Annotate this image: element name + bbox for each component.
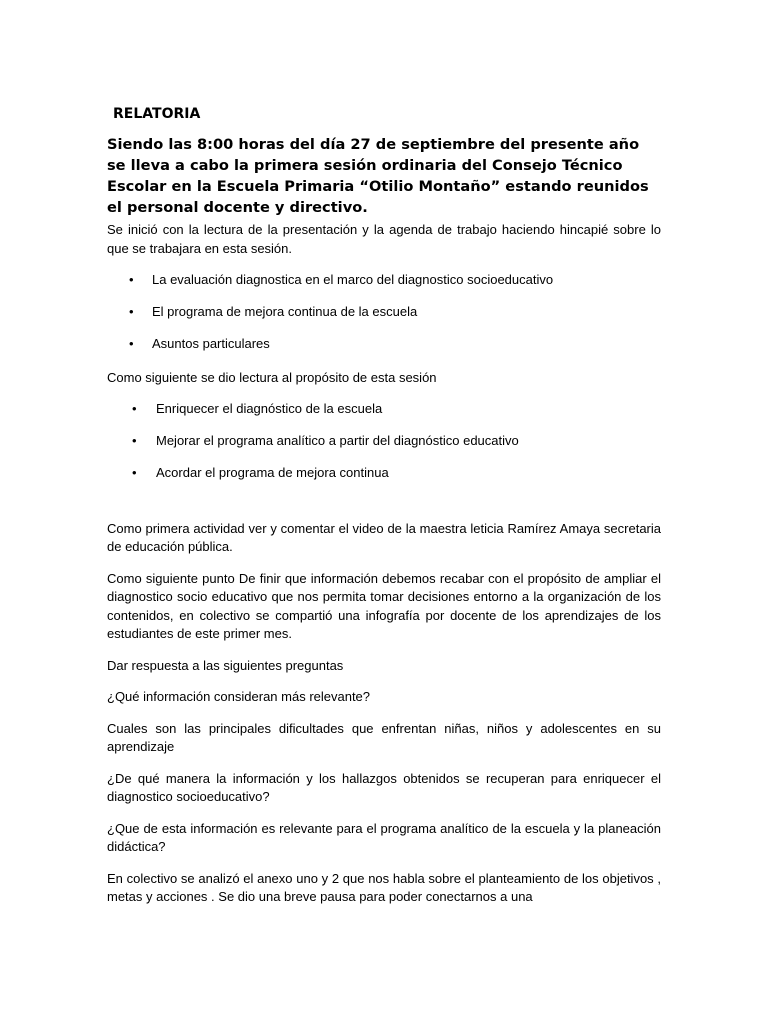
list-item xyxy=(107,464,661,483)
intro-paragraph: Siendo las 8:00 horas del día 27 de septiembre del presente año se lleva a cabo la primera sesión ordinaria del Consejo Técnico Escolar en la Escuela Primaria “Otilio Montaño” estando reunidos el personal docente y directivo. xyxy=(107,136,649,216)
question-4: ¿Que de esta información es relevante para el programa analítico de la escuela y la planeación didáctica? xyxy=(107,820,661,854)
paragraph-next-point: Como siguiente punto De finir que información debemos recabar con el propósito de ampliar el diagnostico socio educativo que nos permita tomar decisiones entorno a la organización de los contenidos, en colectivo se compartió una infografía por docente de los aprendizajes de los estudiantes de este primer mes. xyxy=(107,570,661,641)
bullet-icon: • xyxy=(132,401,137,416)
paragraph-questions-intro: Dar respuesta a las siguientes preguntas xyxy=(107,657,344,673)
list-item-text: La evaluación diagnostica en el marco del diagnostico socioeducativo xyxy=(152,272,554,287)
list-item xyxy=(107,400,661,419)
document-page xyxy=(107,104,661,920)
paragraph-first-activity: Como primera actividad ver y comentar el video de la maestra leticia Ramírez Amaya secretaria de educación pública. xyxy=(107,520,661,554)
document-title: RELATORIA xyxy=(113,106,201,122)
list-item xyxy=(107,335,661,354)
question-2: Cuales son las principales dificultades que enfrentan niñas, niños y adolescentes en su aprendizaje xyxy=(107,720,661,754)
list-item xyxy=(107,271,661,290)
bullet-icon: • xyxy=(132,465,137,480)
list-item-text: Asuntos particulares xyxy=(152,336,270,351)
bullet-icon: • xyxy=(129,336,134,351)
blank-line xyxy=(107,498,661,520)
bullet-icon: • xyxy=(129,304,134,319)
agenda-list xyxy=(107,271,661,354)
bullet-icon: • xyxy=(129,272,134,287)
paragraph-annex-analysis: En colectivo se analizó el anexo uno y 2 que nos habla sobre el planteamiento de los objetivos , metas y acciones . Se dio una breve pausa para poder conectarnos a una xyxy=(107,870,661,904)
paragraph-purpose-intro: Como siguiente se dio lectura al propósito de esta sesión xyxy=(107,369,437,385)
question-1: ¿Qué información consideran más relevante? xyxy=(107,689,371,704)
list-item-text: Enriquecer el diagnóstico de la escuela xyxy=(156,401,383,416)
list-item xyxy=(107,432,661,451)
list-item-text: Acordar el programa de mejora continua xyxy=(156,465,389,480)
list-item-text: El programa de mejora continua de la escuela xyxy=(152,304,418,319)
list-item-text: Mejorar el programa analítico a partir del diagnóstico educativo xyxy=(156,433,519,448)
paragraph-agenda-intro: Se inició con la lectura de la presentación y la agenda de trabajo haciendo hincapié sobre lo que se trabajara en esta sesión. xyxy=(107,222,661,256)
purpose-list xyxy=(107,400,661,483)
list-item xyxy=(107,303,661,322)
bullet-icon: • xyxy=(132,433,137,448)
question-3: ¿De qué manera la información y los hallazgos obtenidos se recuperan para enriquecer el diagnostico socioeducativo? xyxy=(107,770,661,804)
